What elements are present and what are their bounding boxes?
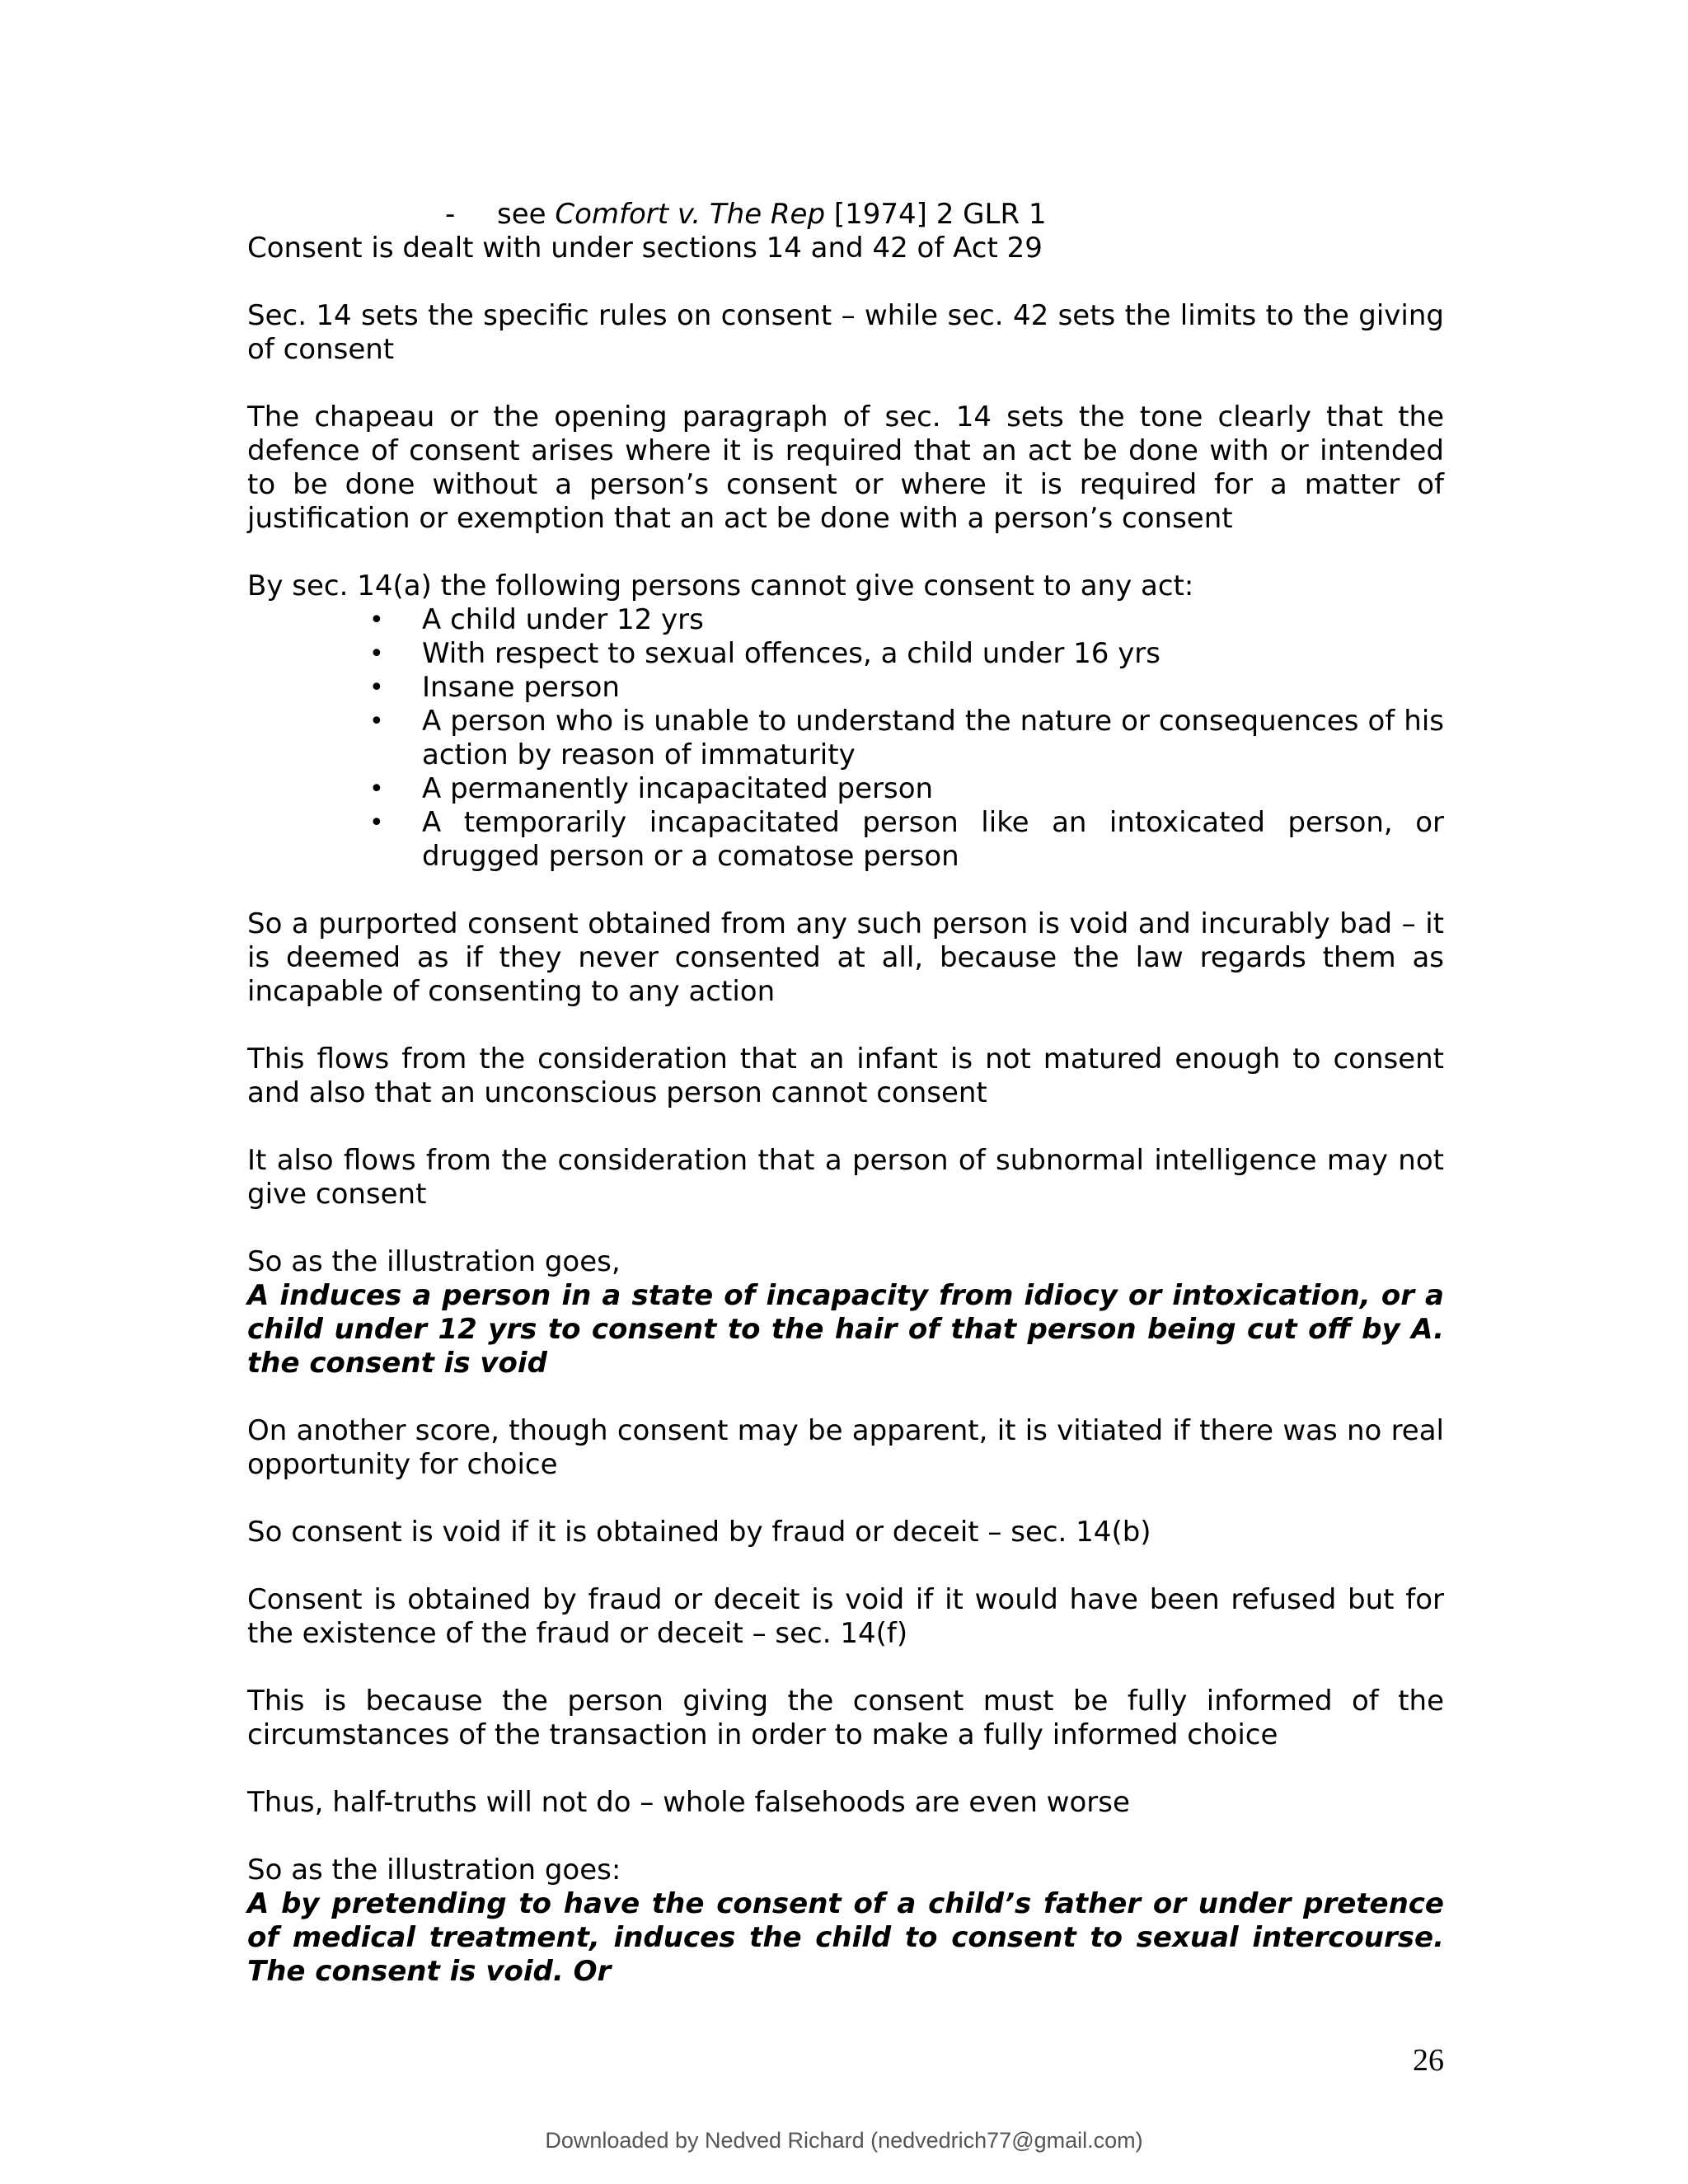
illustration-2: A by pretending to have the consent of a child’s father or under pretence of medical treatment, induces the child to consent to sexual intercourse. The consent is void. Or — [247, 1887, 1444, 1988]
bullet-icon: • — [369, 775, 384, 804]
subnormal-paragraph: It also flows from the consideration that a person of subnormal intelligence may not give consent — [247, 1144, 1444, 1211]
list-item: • A person who is unable to understand the nature or consequences of his action by reason of immaturity — [369, 705, 1444, 771]
chapeau-paragraph: The chapeau or the opening paragraph of sec. 14 sets the tone clearly that the defence of consent arises where it is required that an act be done with or intended to be done without a person’s consent or where it is required for a matter of justification or exemption that an act be done with a person’s consent — [247, 401, 1444, 535]
page-number: 26 — [1413, 2043, 1444, 2078]
list-item: • Insane person — [369, 671, 620, 704]
citation-text — [445, 198, 1047, 232]
bullet-icon: • — [369, 707, 384, 736]
citation-suffix: [1974] 2 GLR 1 — [825, 198, 1047, 231]
download-footer: Downloaded by Nedved Richard (nedvedrich77@gmail.com) — [545, 2128, 1143, 2153]
case-name: Comfort v. The Rep — [555, 198, 826, 231]
document-body — [247, 198, 1444, 1989]
bullet-icon: • — [369, 640, 384, 668]
list-item: • With respect to sexual offences, a child under 16 yrs — [369, 637, 1161, 670]
refused-paragraph: Consent is obtained by fraud or deceit is void if it would have been refused but for the existence of the fraud or deceit – sec. 14(f) — [247, 1583, 1444, 1650]
bullet-icon: • — [369, 808, 384, 837]
illustration-intro-2: So as the illustration goes: — [247, 1854, 621, 1886]
bullet-icon: • — [369, 673, 384, 702]
list-item: • A permanently incapacitated person — [369, 772, 934, 805]
dash-marker: - — [445, 198, 456, 231]
void-paragraph: So a purported consent obtained from any such person is void and incurably bad – it is deemed as if they never consented at all, because the law regards them as incapable of consenting to any action — [247, 907, 1444, 1008]
illustration-1: A induces a person in a state of incapacity from idiocy or intoxication, or a child under 12 yrs to consent to the hair of that person being cut off by A. the consent is void — [247, 1279, 1444, 1380]
fraud-paragraph: So consent is void if it is obtained by fraud or deceit – sec. 14(b) — [247, 1516, 1151, 1549]
intro-paragraph: Consent is dealt with under sections 14 and 42 of Act 29 — [247, 232, 1043, 265]
list-item: • A child under 12 yrs — [369, 603, 704, 636]
bullet-icon: • — [369, 606, 384, 635]
informed-paragraph: This is because the person giving the consent must be fully informed of the circumstances of the transaction in order to make a fully informed choice — [247, 1685, 1444, 1751]
halftruths-paragraph: Thus, half-truths will not do – whole falsehoods are even worse — [247, 1786, 1130, 1819]
citation-prefix: see — [497, 198, 556, 231]
citation-line — [247, 198, 1444, 232]
illustration-intro-1: So as the illustration goes, — [247, 1245, 621, 1278]
list-item: • A temporarily incapacitated person like an intoxicated person, or drugged person or a comatose person — [369, 806, 1444, 873]
list-intro: By sec. 14(a) the following persons cannot give consent to any act: — [247, 569, 1194, 602]
apparent-paragraph: On another score, though consent may be apparent, it is vitiated if there was no real opportunity for choice — [247, 1414, 1444, 1481]
incapable-persons-list — [247, 603, 1444, 874]
infant-paragraph: This flows from the consideration that an infant is not matured enough to consent and also that an unconscious person cannot consent — [247, 1043, 1444, 1109]
sections-paragraph: Sec. 14 sets the specific rules on consent – while sec. 42 sets the limits to the giving of consent — [247, 299, 1444, 366]
